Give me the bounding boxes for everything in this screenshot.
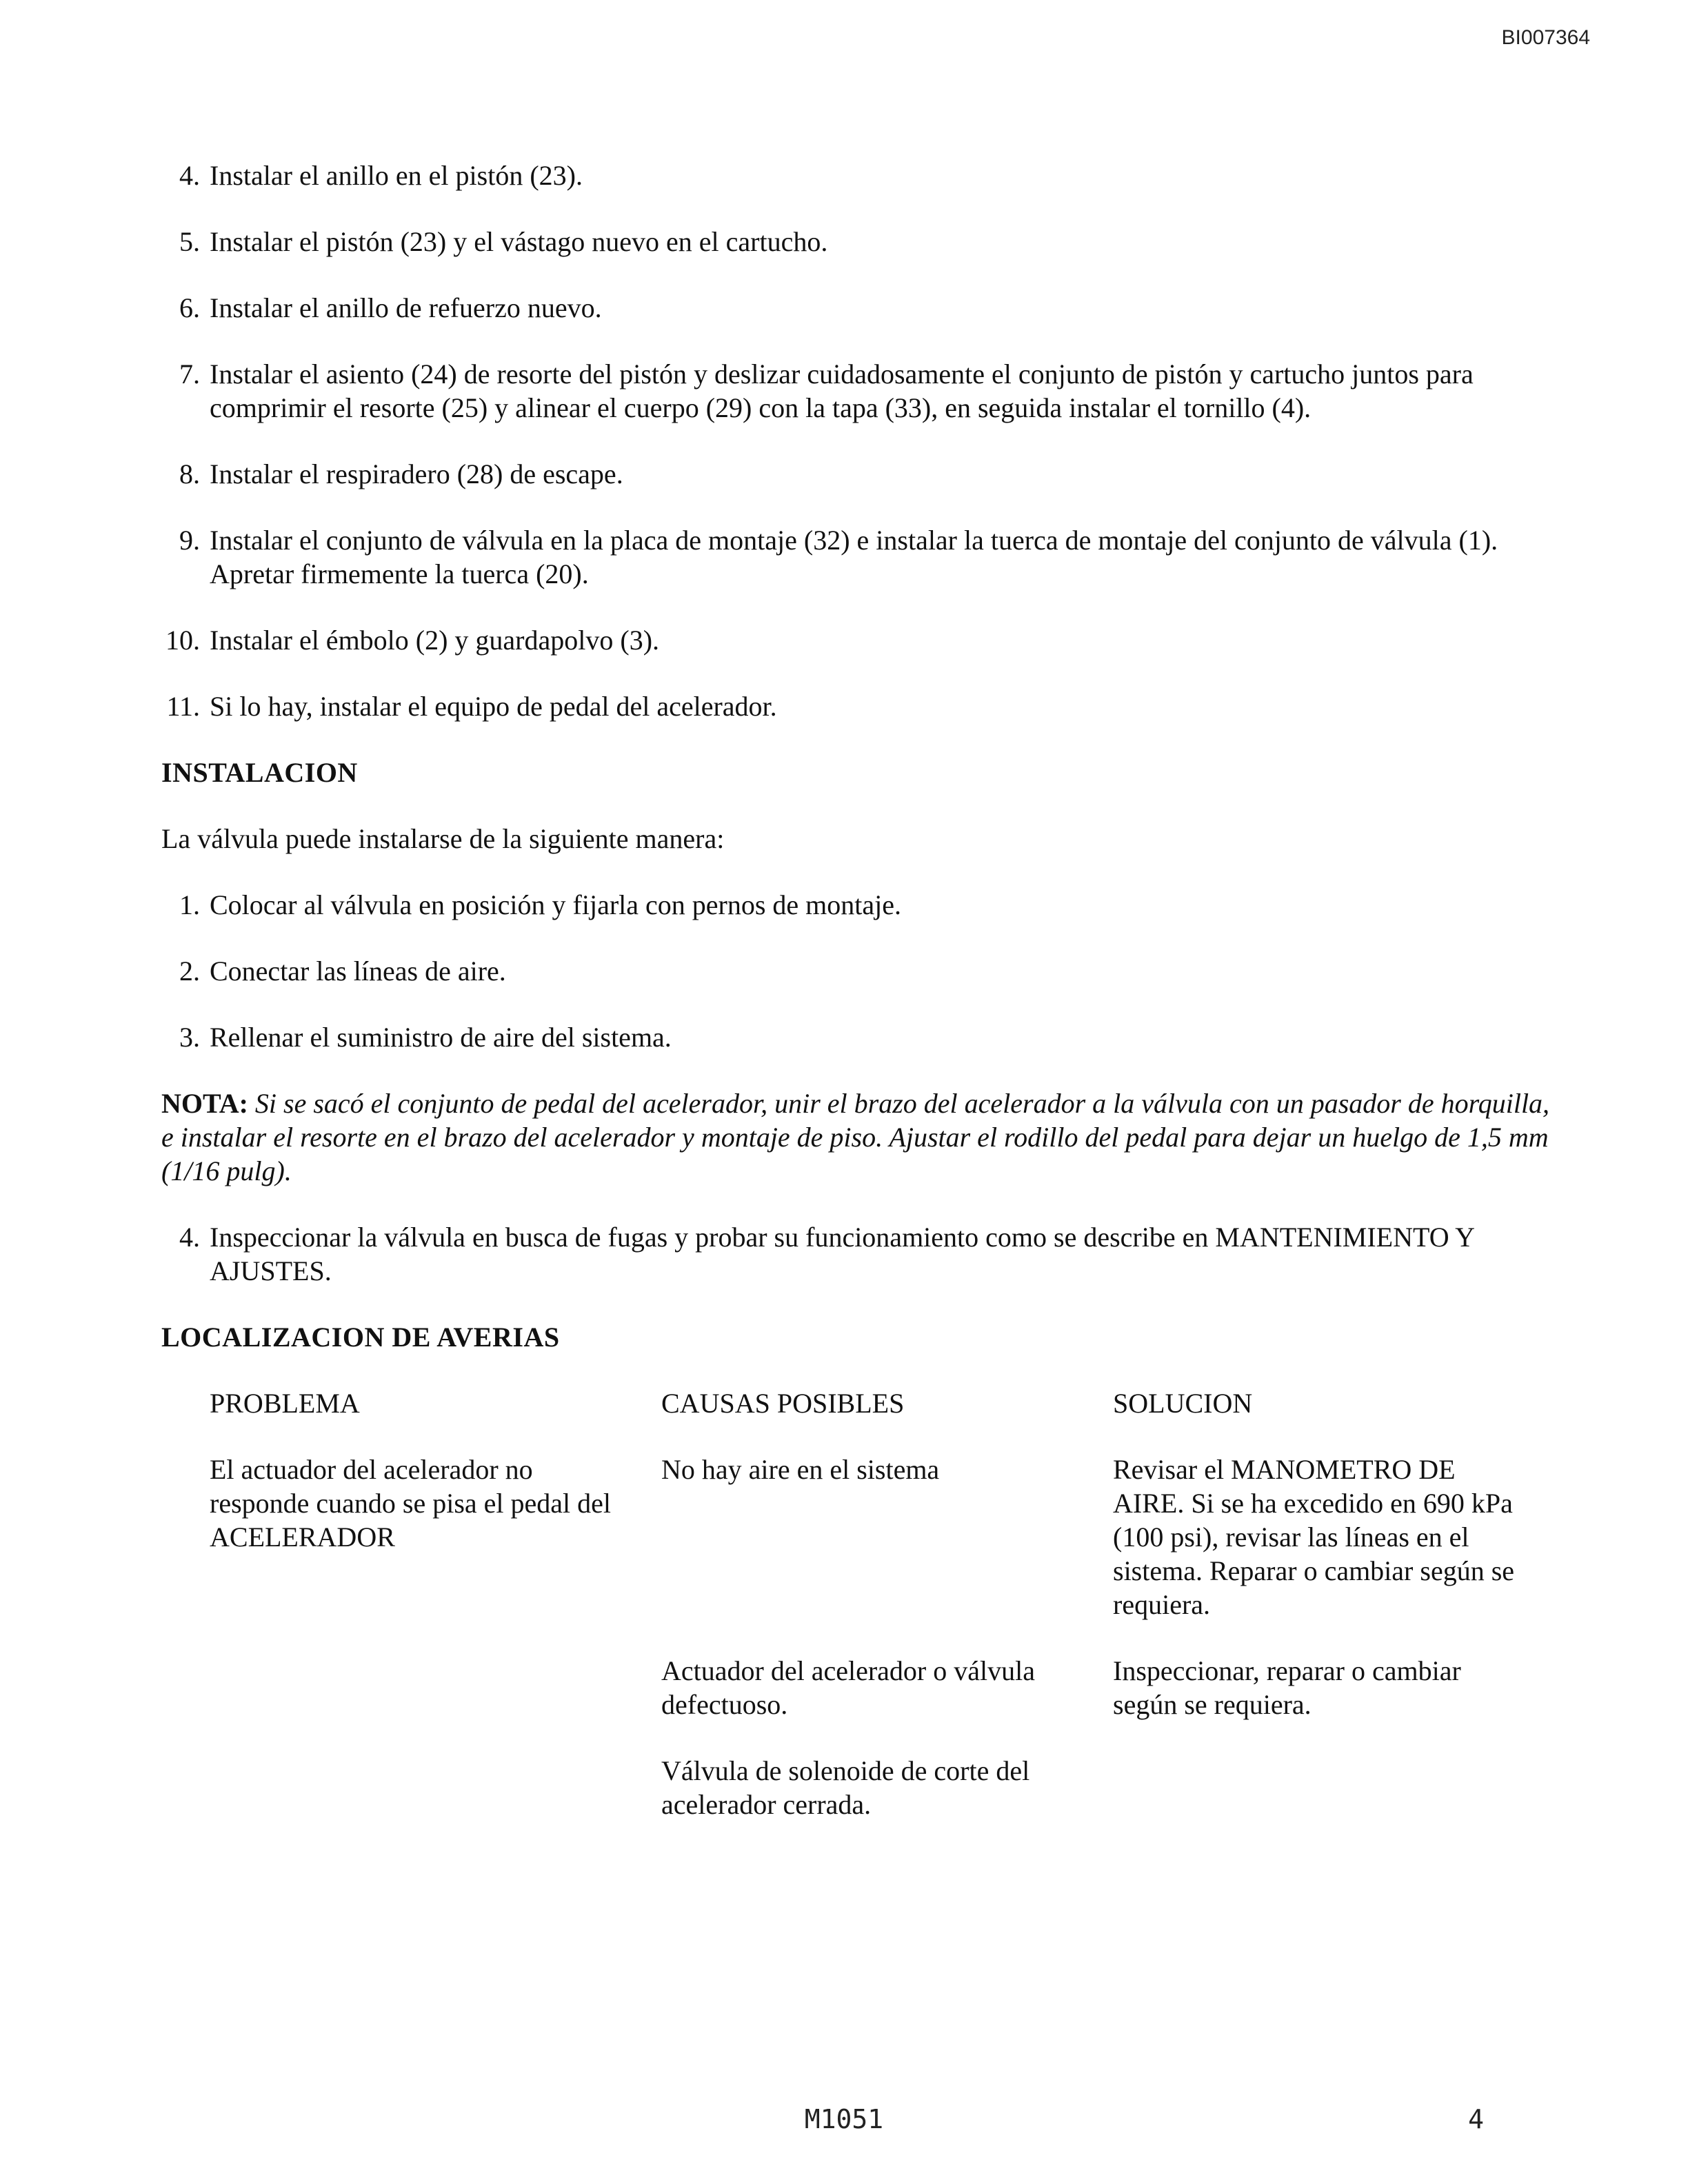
list-item xyxy=(161,1220,1554,1288)
step-text: Colocar al válvula en posición y fijarla con pernos de montaje. xyxy=(210,889,902,920)
list-item xyxy=(161,689,1554,723)
step-text: Instalar el pistón (23) y el vástago nuevo en el cartucho. xyxy=(210,226,828,257)
list-item xyxy=(161,225,1554,259)
step-number: 10. xyxy=(165,625,200,656)
list-item xyxy=(161,623,1554,657)
step-number: 8. xyxy=(179,458,200,489)
list-item xyxy=(161,888,1554,922)
problem-cell: El actuador del acelerador no responde cuando se pisa el pedal del ACELERADOR xyxy=(210,1454,612,1553)
list-item xyxy=(161,159,1554,192)
step-text: Instalar el asiento (24) de resorte del pistón y deslizar cuidadosamente el conjunto de pistón y cartucho juntos para comprimir el resorte (25) y alinear el cuerpo (29) con la tapa (33), en seguida instalar el tornillo (4). xyxy=(210,358,1474,423)
step-text: Instalar el anillo en el pistón (23). xyxy=(210,160,583,191)
installation-intro: La válvula puede instalarse de la siguiente manera: xyxy=(161,823,725,854)
step-text: Instalar el émbolo (2) y guardapolvo (3). xyxy=(210,625,660,656)
table-header-row xyxy=(161,1386,1554,1420)
step-text: Instalar el anillo de refuerzo nuevo. xyxy=(210,292,602,323)
column-header-causes: CAUSAS POSIBLES xyxy=(661,1388,905,1419)
list-item xyxy=(161,357,1554,425)
solution-cell: Inspeccionar, reparar o cambiar según se requiera. xyxy=(1113,1655,1461,1720)
note-label: NOTA: xyxy=(161,1088,248,1119)
list-item xyxy=(161,457,1554,491)
step-number: 5. xyxy=(179,226,200,257)
step-number: 3. xyxy=(179,1022,200,1053)
step-text: Inspeccionar la válvula en busca de fugas y probar su funcionamiento como se describe en MANTENIMIENTO Y AJUSTES. xyxy=(210,1222,1474,1286)
step-text: Instalar el conjunto de válvula en la placa de montaje (32) e instalar la tuerca de montaje del conjunto de válvula (1). Apretar firmemente la tuerca (20). xyxy=(210,525,1498,589)
step-number: 7. xyxy=(179,358,200,390)
cause-cell: Válvula de solenoide de corte del acelerador cerrada. xyxy=(661,1755,1030,1820)
solution-cell: Revisar el MANOMETRO DE AIRE. Si se ha excedido en 690 kPa (100 psi), revisar las líneas en el sistema. Reparar o cambiar según se requiera. xyxy=(1113,1454,1515,1620)
step-number: 4. xyxy=(179,1222,200,1253)
list-item xyxy=(161,291,1554,325)
footer-page-number: 4 xyxy=(1468,2104,1484,2134)
problem-cell xyxy=(210,1754,620,1821)
step-number: 2. xyxy=(179,956,200,987)
step-text: Instalar el respiradero (28) de escape. xyxy=(210,458,623,489)
column-header-solution: SOLUCION xyxy=(1113,1388,1253,1419)
table-row xyxy=(161,1654,1554,1721)
solution-cell xyxy=(1113,1754,1527,1821)
step-text: Rellenar el suministro de aire del sistema. xyxy=(210,1022,672,1053)
table-row xyxy=(161,1754,1554,1821)
table-row xyxy=(161,1453,1554,1621)
installation-steps xyxy=(161,888,1554,1054)
list-item xyxy=(161,523,1554,591)
assembly-steps xyxy=(161,159,1554,723)
step-number: 9. xyxy=(179,525,200,556)
step-number: 6. xyxy=(179,292,200,323)
cause-cell: Actuador del acelerador o válvula defectuoso. xyxy=(661,1655,1035,1720)
step-number: 11. xyxy=(166,691,200,722)
section-heading-troubleshooting: LOCALIZACION DE AVERIAS xyxy=(161,1322,560,1353)
note-block xyxy=(161,1086,1554,1188)
step-number: 4. xyxy=(179,160,200,191)
page-content xyxy=(161,159,1554,1854)
footer-document-code: M1051 xyxy=(804,2104,884,2134)
list-item xyxy=(161,1020,1554,1054)
section-heading-installation: INSTALACION xyxy=(161,757,358,788)
note-text: Si se sacó el conjunto de pedal del acelerador, unir el brazo del acelerador a la válvula con un pasador de horquilla, e instalar el resorte en el brazo del acelerador y montaje de piso. Ajustar el rodillo del pedal para dejar un huelgo de 1,5 mm (1/16 pulg). xyxy=(161,1088,1550,1186)
document-id: BI007364 xyxy=(1501,26,1590,49)
column-header-problem: PROBLEMA xyxy=(210,1388,360,1419)
list-item xyxy=(161,954,1554,988)
step-text: Conectar las líneas de aire. xyxy=(210,956,506,987)
problem-cell xyxy=(210,1654,620,1721)
cause-cell: No hay aire en el sistema xyxy=(661,1454,940,1485)
step-text: Si lo hay, instalar el equipo de pedal del acelerador. xyxy=(210,691,777,722)
step-number: 1. xyxy=(179,889,200,920)
troubleshooting-table xyxy=(161,1386,1554,1821)
